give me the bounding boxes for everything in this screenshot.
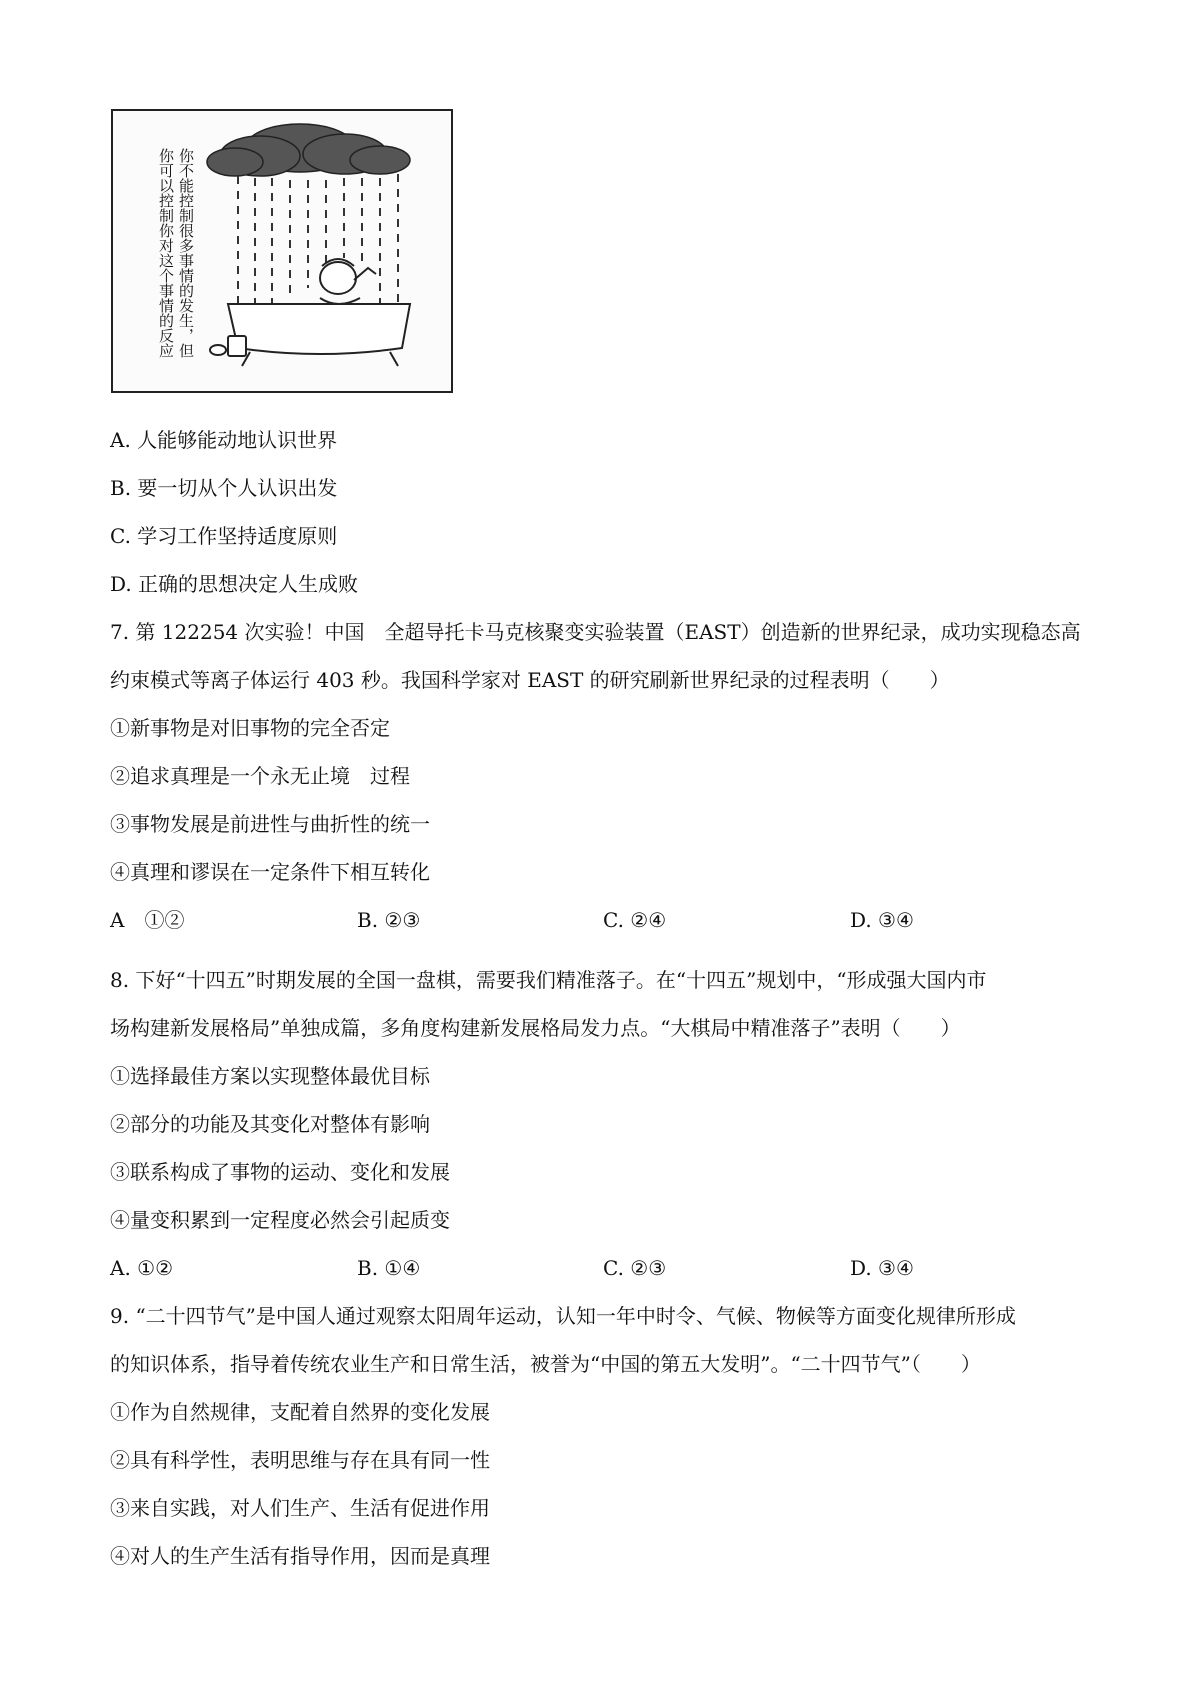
q6-option-d: D. 正确的思想决定人生成败 [110, 572, 359, 596]
q8-stem-line1: 8. 下好“十四五”时期发展的全国一盘棋，需要我们精准落子。在“十四五”规划中，“形成强大国内市 [110, 968, 987, 992]
q7-statement-3: ③事物发展是前进性与曲折性的统一 [110, 812, 430, 836]
q7-choice-d: D. ③④ [850, 908, 914, 932]
q7-choice-b: B. ②③ [357, 908, 421, 932]
cartoon-figure [110, 108, 454, 394]
q9-stem-line1: 9. “二十四节气”是中国人通过观察太阳周年运动，认知一年中时令、气候、物候等方面变化规律所形成 [110, 1304, 1016, 1328]
q7-stem-line2: 约束模式等离子体运行 403 秒。我国科学家对 EAST 的研究刷新世界纪录的过程表明（ ） [110, 668, 950, 692]
q9-statement-2: ②具有科学性，表明思维与存在具有同一性 [110, 1448, 490, 1472]
q9-stem-line2: 的知识体系，指导着传统农业生产和日常生活，被誉为“中国的第五大发明”。“二十四节气”（ ） [110, 1352, 981, 1376]
cartoon-caption-col1: 你不能控制很多事情的发生，但 [177, 148, 195, 358]
q8-statement-4: ④量变积累到一定程度必然会引起质变 [110, 1208, 450, 1232]
q9-statement-1: ①作为自然规律，支配着自然界的变化发展 [110, 1400, 490, 1424]
q7-statement-2: ②追求真理是一个永无止境 过程 [110, 764, 410, 788]
q8-statement-3: ③联系构成了事物的运动、变化和发展 [110, 1160, 450, 1184]
q9-statement-4: ④对人的生产生活有指导作用，因而是真理 [110, 1544, 490, 1568]
q6-option-a: A. 人能够能动地认识世界 [110, 428, 338, 452]
q7-choice-c: C. ②④ [603, 908, 667, 932]
q8-stem-line2: 场构建新发展格局”单独成篇，多角度构建新发展格局发力点。“大棋局中精准落子”表明（ ） [110, 1016, 961, 1040]
cartoon-caption-col2: 你可以控制你对这个事情的反应 [157, 148, 175, 358]
q8-choice-a: A. ①② [110, 1256, 174, 1280]
q6-option-b: B. 要一切从个人认识出发 [110, 476, 338, 500]
q8-choice-b: B. ①④ [357, 1256, 421, 1280]
q7-statement-4: ④真理和谬误在一定条件下相互转化 [110, 860, 430, 884]
q8-choice-d: D. ③④ [850, 1256, 914, 1280]
q7-choice-a: A ①② [110, 908, 185, 932]
q8-statement-2: ②部分的功能及其变化对整体有影响 [110, 1112, 430, 1136]
q8-statement-1: ①选择最佳方案以实现整体最优目标 [110, 1064, 430, 1088]
q7-statement-1: ①新事物是对旧事物的完全否定 [110, 716, 390, 740]
q8-choice-c: C. ②③ [603, 1256, 667, 1280]
q9-statement-3: ③来自实践，对人们生产、生活有促进作用 [110, 1496, 490, 1520]
q6-option-c: C. 学习工作坚持适度原则 [110, 524, 338, 548]
q7-stem-line1: 7. 第 122254 次实验！中国 全超导托卡马克核聚变实验装置（EAST）创造新的世界纪录，成功实现稳态高 [110, 620, 1081, 644]
cartoon-illustration [110, 108, 454, 394]
